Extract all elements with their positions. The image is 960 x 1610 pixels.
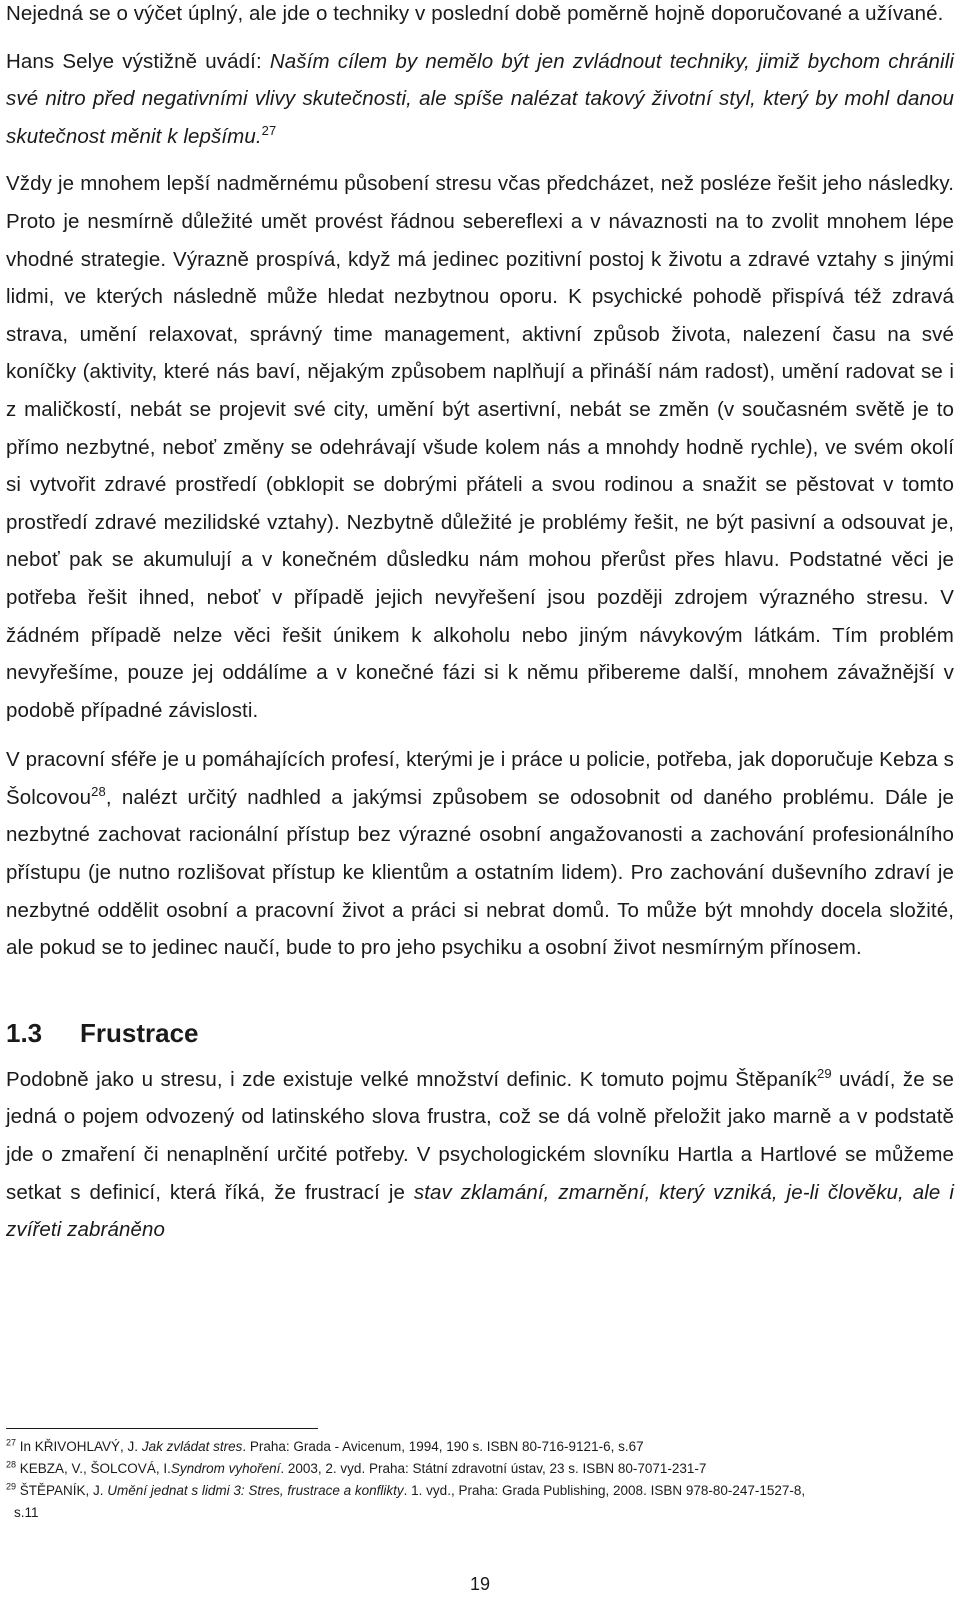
footnote-text: . 1. vyd., Praha: Grada Publishing, 2008. ISBN 978-80-247-1527-8,: [403, 1483, 806, 1498]
footnote-text: . 2003, 2. vyd. Praha: Státní zdravotní ústav, 23 s. ISBN 80-7071-231-7: [280, 1461, 707, 1476]
footnote-number: 28: [6, 1459, 17, 1470]
footnote-text: ŠTĚPANÍK, J.: [16, 1483, 108, 1498]
work-sphere-text-before: V pracovní sféře je u pomáhajících profesí, kterými je i práce u policie, potřeba, jak doporučuje Kebza s Šolcovou: [6, 748, 954, 809]
work-sphere-paragraph: [6, 741, 954, 967]
footnote-number: 27: [6, 1437, 17, 1448]
footnote-ref-29[interactable]: 29: [816, 1066, 832, 1082]
frustration-text-middle: uvádí, že se jedná o pojem odvozený od latinského slova frustra, což se dá volně přeložit jako marně a v podstatě jde o zmaření či nenaplnění určité potřeby. V psychologickém slovníku Hartla a Hartlové se můžeme setkat s definicí, která říká, že frustrací je: [6, 1067, 954, 1204]
frustration-quote: stav zklamání, zmarnění, který vzniká, je-li člověku, ale i zvířeti zabráněno: [6, 1180, 954, 1242]
footnote-separator: [6, 1428, 318, 1429]
selye-quote-paragraph: [6, 43, 954, 156]
stress-prevention-paragraph: [6, 165, 954, 729]
work-sphere-text-after: , nalézt určitý nadhled a jakýmsi způsobem se odosobnit od daného problému. Dále je nezbytné zachovat racionální přístup bez výrazné osobní angažovanosti a zachování profesionálního přístupu (je nutno rozlišovat přístup ke klientům a ostatním lidem). Pro zachování duševního zdraví je nezbytné oddělit osobní a pracovní život a práci si nebrat domů. To může být mnohdy docela složité, ale pokud se to jedinec naučí, bude to pro jeho psychiku a osobní život nesmírným přínosem.: [6, 785, 954, 960]
footnote-ref-27[interactable]: 27: [261, 122, 277, 138]
footnote-ref-28[interactable]: 28: [91, 784, 106, 800]
footnote-text: . Praha: Grada - Avicenum, 1994, 190 s. ISBN 80-716-9121-6, s.67: [242, 1439, 644, 1454]
section-heading: [6, 1013, 954, 1053]
footnote-28: [6, 1458, 946, 1480]
footnote-27: [6, 1436, 946, 1458]
footnote-text: KEBZA, V., ŠOLCOVÁ, I.: [16, 1461, 171, 1476]
footnotes: [6, 1436, 946, 1524]
section-title: Frustrace: [80, 1017, 199, 1048]
footnote-title: Umění jednat s lidmi 3: Stres, frustrace a konflikty: [107, 1483, 404, 1498]
selye-lead-text: Hans Selye výstižně uvádí:: [6, 49, 270, 73]
footnote-29: [6, 1480, 946, 1524]
frustration-text-before: Podobně jako u stresu, i zde existuje velké množství definic. K tomuto pojmu Štěpaník: [6, 1067, 817, 1091]
frustration-paragraph: [6, 1061, 954, 1249]
footnote-title: Jak zvládat stres: [141, 1439, 243, 1454]
intro-paragraph: [6, 0, 954, 33]
footnote-number: 29: [6, 1481, 17, 1492]
stress-prevention-text: Vždy je mnohem lepší nadměrnému působení stresu včas předcházet, než posléze řešit jeho následky. Proto je nesmírně důležité umět provést řádnou sebereflexi a v návaznosti na to zvolit mnohem lépe vhodné strategie. Výrazně prospívá, když má jedinec pozitivní postoj k životu a zdravé vztahy s jinými lidmi, ve kterých následně může hledat nezbytnou oporu. K psychické pohodě přispívá též zdravá strava, umění relaxovat, správný time management, aktivní způsob života, nalezení času na své koníčky (aktivity, které nás baví, nějakým způsobem naplňují a přináší nám radost), umění radovat se i z maličkostí, nebát se projevit své city, umění být asertivní, nebát se změn (v současném světě je to přímo nezbytné, neboť změny se odehrávají všude kolem nás a mnohdy hodně rychle), ve svém okolí si vytvořit zdravé prostředí (obklopit se dobrými přáteli a svou rodinou a snažit se pěstovat v tomto prostředí zdravé mezilidské vztahy). Nezbytně důležité je problémy řešit, ne být pasivní a odsouvat je, neboť pak se akumulují a v konečném důsledku nám mohou přerůst přes hlavu. Podstatné věci je potřeba řešit ihned, neboť v případě jejich nevyřešení jsou později zdrojem výrazného stresu. V žádném případě nelze věci řešit únikem k alkoholu nebo jiným návykovým látkám. Tím problém nevyřešíme, pouze jej oddálíme a v konečné fázi si k němu přibereme další, mnohem závažnější v podobě případné závislosti.: [6, 172, 954, 722]
section-number: 1.3: [6, 1017, 43, 1048]
footnote-text: In KŘIVOHLAVÝ, J.: [16, 1439, 142, 1454]
page-number: 19: [469, 1574, 491, 1594]
selye-quote-text: Naším cílem by nemělo být jen zvládnout techniky, jimiž bychom chránili své nitro před negativními vlivy skutečnosti, ale spíše nalézat takový životní styl, který by mohl danou skutečnost měnit k lepšímu.: [6, 49, 955, 148]
footnote-continuation: s.11: [14, 1505, 39, 1520]
intro-text: Nejedná se o výčet úplný, ale jde o techniky v poslední době poměrně hojně doporučované a užívané.: [6, 2, 944, 25]
document-page: [6, 0, 954, 1249]
footnote-title: Syndrom vyhoření: [170, 1461, 281, 1476]
